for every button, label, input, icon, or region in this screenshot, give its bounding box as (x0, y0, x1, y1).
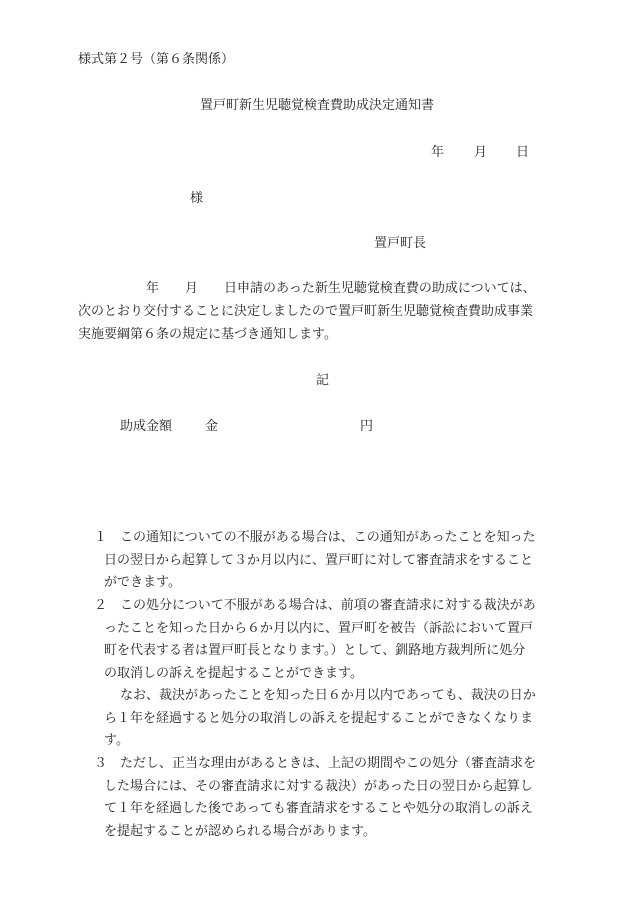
note-line: を提起することが認められる場合があります。 (104, 823, 376, 839)
note-line: 町を代表する者は置戸町長となります。）として、釧路地方裁判所に処分 (104, 643, 526, 658)
grant-label: 助成金額 (120, 419, 173, 434)
note-line: ができます。 (104, 575, 181, 590)
note-line: この通知についての不服がある場合は、この通知があったことを知った (120, 530, 536, 545)
note-line: て１年を経過した後であっても審査請求をすることや処分の取消しの訴え (104, 801, 533, 816)
grant-unit: 円 (360, 419, 374, 434)
note-text (104, 753, 574, 843)
note-line: 日の翌日から起算して３か月以内に、置戸町に対して審査請求をすること (104, 552, 534, 568)
note-line: す。 (104, 733, 129, 748)
ki-heading: 記 (316, 373, 330, 388)
date-month: 月 (474, 145, 488, 160)
document-title: 置戸町新生児聴覚検査費助成決定通知書 (200, 98, 435, 113)
note-line: の取消しの訴えを提起することができます。 (104, 665, 363, 681)
form-number: 様式第２号（第６条関係） (78, 52, 235, 67)
note-line: ら１年を経過すると処分の取消しの訴えを提起することができなくなりま (104, 710, 534, 726)
body-line: 実施要綱第６条の規定に基づき通知します。 (78, 327, 337, 342)
note-number: １ (94, 530, 108, 545)
note-number: ２ (94, 598, 108, 613)
date-day: 日 (516, 145, 530, 160)
note-number: ３ (94, 756, 108, 771)
grant-prefix: 金 (205, 419, 219, 434)
note-line: ったことを知った日から６か月以内に、置戸町を被告（訴訟において置戸 (104, 620, 534, 636)
body-line: 次のとおり交付することに決定しましたので置戸町新生児聴覚検査費助成事業 (78, 304, 534, 319)
note-text (104, 595, 574, 753)
issuer: 置戸町長 (374, 236, 427, 251)
note-line: ただし、正当な理由があるときは、上記の期間やこの処分（審査請求を (120, 756, 537, 771)
body-line: 年 月 日申請のあった新生児聴覚検査費の助成については、 (146, 281, 536, 296)
note-text (104, 527, 574, 595)
note-line: この処分について不服がある場合は、前項の審査請求に対する裁決があ (120, 598, 536, 613)
date-year: 年 (431, 145, 445, 160)
addressee-suffix: 様 (190, 191, 204, 206)
note-line: した場合には、その審査請求に対する裁決）があった日の翌日から起算し (104, 778, 533, 794)
note-line: なお、裁決があったことを知った日６か月以内であっても、裁決の日か (120, 688, 536, 703)
